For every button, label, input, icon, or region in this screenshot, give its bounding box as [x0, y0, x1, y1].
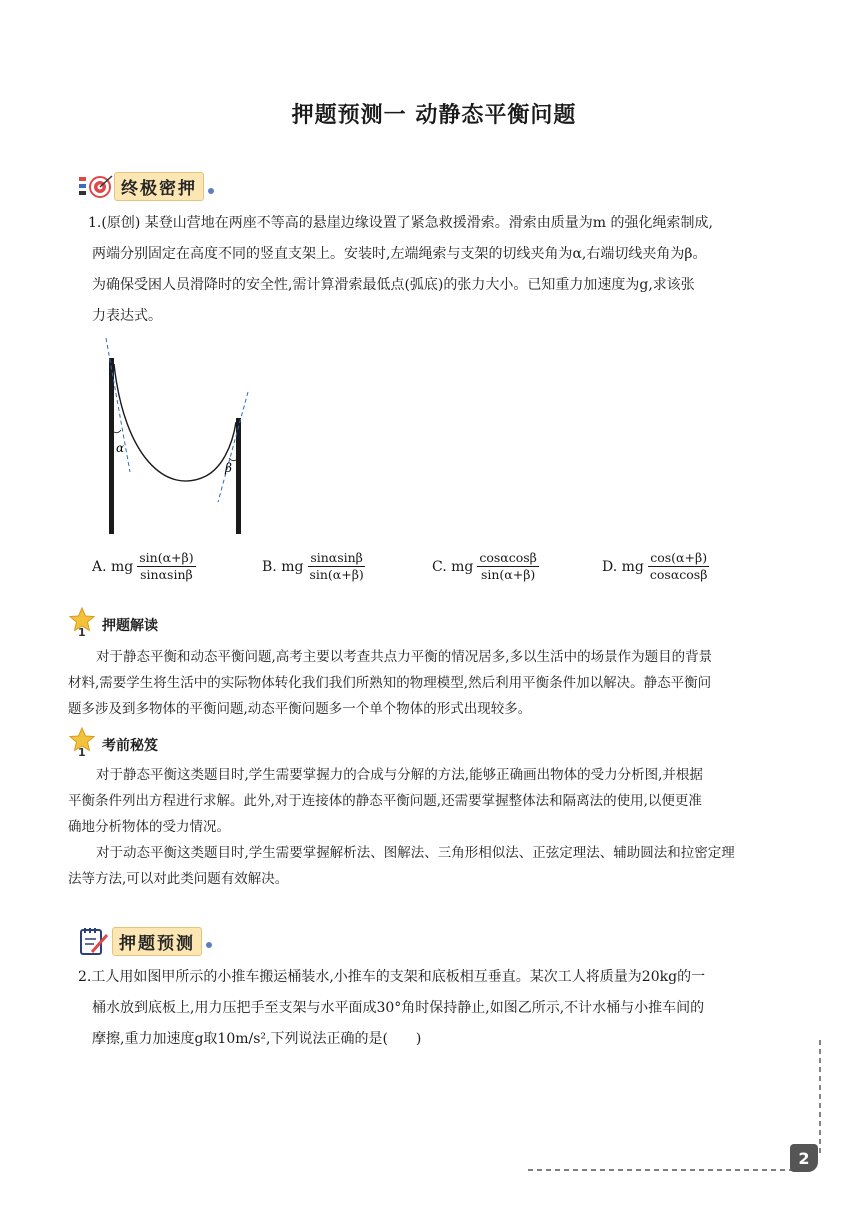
question-2-line: 2.工人用如图甲所示的小推车搬运桶装水,小推车的支架和底板相互垂直。某次工人将质量为20kg的一 [78, 969, 706, 985]
rope-curve [114, 364, 236, 481]
secrets-text: 对于静态平衡这类题目时,学生需要掌握力的合成与分解的方法,能够正确画出物体的受力分析图,并根据 平衡条件列出方程进行求解。此外,对于连接体的静态平衡问题,还需要掌握整体法和隔离法的使用,以便更准 确地分析物体的受力情况。 对于动态平衡这类题目时,学生需要掌握解析法、图解法、三角形相似法、正弦定理法、辅助圆法和拉密定理 法等方法,可以对此类问题有效解决。 [68, 767, 735, 887]
beta-label: β [225, 461, 232, 475]
question-1-line: 1.(原创) 某登山营地在两座不等高的悬崖边缘设置了紧急救援滑索。滑索由质量为m 的强化绳索制成, [88, 215, 713, 231]
section-dot [206, 942, 212, 948]
page-title: 押题预测一 动静态平衡问题 [291, 103, 577, 128]
interpret-heading: 1 押题解读 [68, 606, 158, 636]
notepad-icon [78, 926, 110, 956]
right-pole [236, 418, 241, 534]
section-header-predict [78, 926, 212, 956]
section-header-final [78, 172, 214, 201]
interpret-text: 对于静态平衡和动态平衡问题,高考主要以考查共点力平衡的情况居多,多以生活中的场景作为题目的背景 材料,需要学生将生活中的实际物体转化我们我们所熟知的物理模型,然后利用平衡条件加以解决。静态平衡问 题多涉及到多物体的平衡问题,动态平衡问题多一个单个物体的形式出现较多。 [68, 649, 713, 717]
section-label: 押题预测 [112, 927, 202, 956]
question-1-line: 两端分别固定在高度不同的竖直支架上。安装时,左端绳索与支架的切线夹角为α,右端切线夹角为β。 [92, 246, 707, 262]
zipline-figure [96, 336, 266, 540]
right-tangent [218, 392, 248, 502]
page-number: 2 [790, 1144, 818, 1172]
question-2-line: 摩擦,重力加速度g取10m/s²,下列说法正确的是( ) [92, 1031, 422, 1047]
page-corner-border [520, 1036, 830, 1176]
question-1-line: 为确保受困人员滑降时的安全性,需计算滑索最低点(弧底)的张力大小。已知重力加速度为g,求该张 [92, 277, 695, 293]
option-d: D. mg $\frac{\cos(\alpha+\beta)}{\cos\alpha\cos\beta}$ [602, 550, 708, 582]
star-icon [68, 606, 98, 636]
section-label: 终极密押 [114, 172, 204, 201]
svg-text:1: 1 [78, 746, 86, 756]
svg-text:1: 1 [78, 626, 86, 636]
section-dot [208, 188, 214, 194]
option-b: B. mg $\frac{\sin\alpha\sin\beta}{\sin(\alpha+\beta)}$ [262, 550, 364, 582]
alpha-label: α [116, 441, 125, 455]
star-icon [68, 726, 98, 756]
question-1-line: 力表达式。 [92, 308, 162, 324]
secrets-heading: 1 考前秘笈 [68, 726, 158, 756]
question-2-line: 桶水放到底板上,用力压把手至支架与水平面成30°角时保持静止,如图乙所示,不计水桶与小推车间的 [92, 1000, 705, 1016]
option-a: A. mg $\frac{\sin(\alpha+\beta)}{\sin\alpha\sin\beta}$ [92, 550, 194, 582]
left-pole [109, 358, 114, 534]
target-icon [78, 173, 114, 201]
question-1 [88, 208, 808, 332]
option-c: C. mg $\frac{\cos\alpha\cos\beta}{\sin(\alpha+\beta)}$ [432, 550, 537, 582]
